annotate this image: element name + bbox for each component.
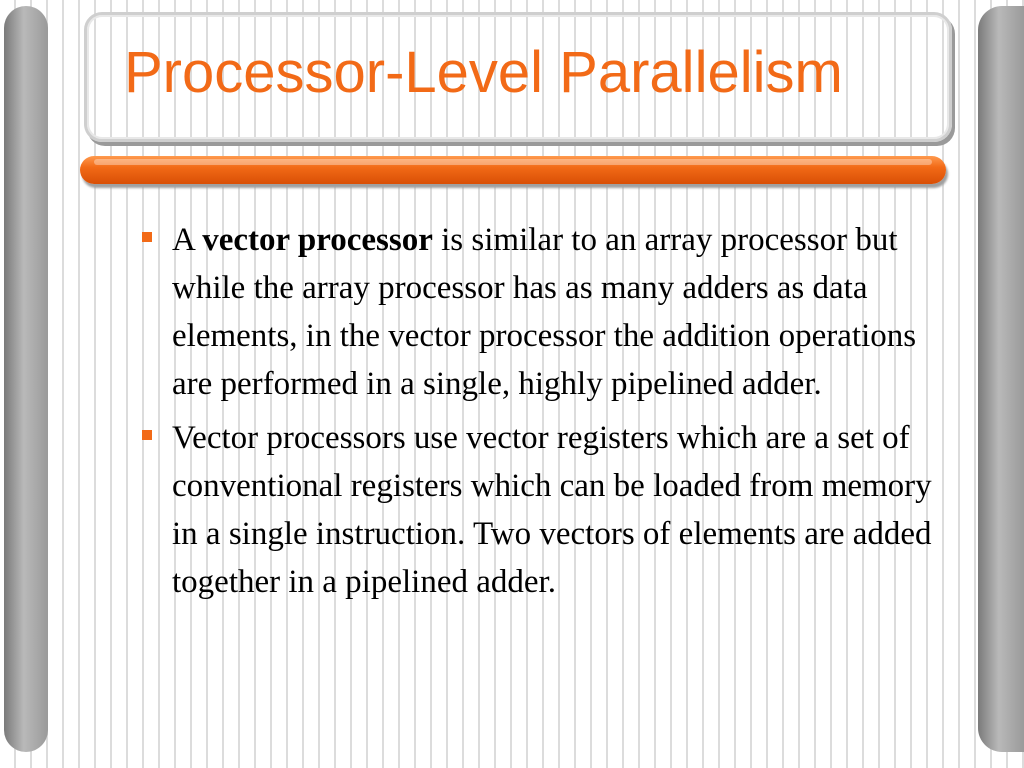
bullet-item-vector-registers [138,414,938,606]
bullet-prefix: A [172,222,203,258]
left-decorative-bar [4,6,48,752]
title-underline-bar [80,156,946,184]
bullet-text: is similar to an array processor but while the array processor has as many adders as data elements, in the vector processor the addition operations are performed in a single, highly pipelined adder. [172,222,917,402]
right-decorative-bar [978,6,1024,752]
slide-title: Processor-Level Parallelism [124,40,843,105]
bullet-list [138,216,938,612]
bullet-text: Vector processors use vector registers which are a set of conventional registers which can be loaded from memory in a single instruction. Two vectors of elements are added together in a pipelined adder. [172,420,932,600]
bullet-bold-term: vector processor [202,222,433,258]
square-bullet-icon [142,232,152,242]
bullet-item-vector-processor [138,216,938,408]
square-bullet-icon [142,430,152,440]
